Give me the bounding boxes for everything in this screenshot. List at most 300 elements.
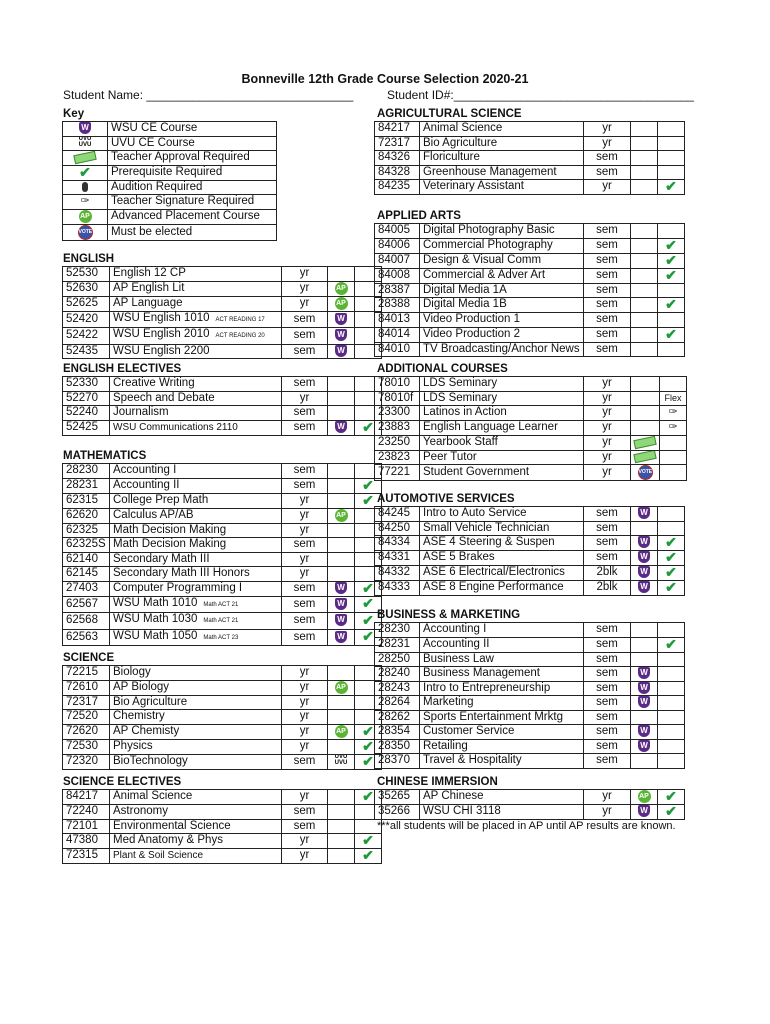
course-length: sem — [584, 623, 631, 638]
course-row[interactable] — [375, 536, 685, 551]
course-name: Bio Agriculture — [113, 695, 188, 708]
course-code: 35265 — [375, 790, 420, 805]
course-row[interactable] — [63, 567, 382, 582]
course-row[interactable] — [63, 391, 382, 406]
course-code: 84333 — [375, 581, 420, 596]
course-code: 84328 — [375, 165, 420, 180]
checkmark-icon: ✔ — [665, 238, 677, 253]
course-name: Video Production 1 — [423, 313, 520, 326]
course-row[interactable] — [63, 478, 382, 493]
approval-slip-icon — [633, 436, 656, 449]
course-length: yr — [282, 710, 328, 725]
course-name: Intro to Auto Service — [423, 507, 527, 520]
course-code: 52270 — [63, 391, 110, 406]
course-name: AP English Lit — [113, 281, 185, 294]
course-name: English Language Learner — [423, 421, 558, 434]
page-title: Bonneville 12th Grade Course Selection 2020-21 — [241, 72, 529, 86]
approval-slip-icon — [633, 450, 656, 463]
course-length: sem — [584, 253, 631, 268]
course-row[interactable] — [63, 493, 382, 508]
course-length: sem — [282, 311, 328, 328]
course-name: Business Law — [423, 652, 494, 665]
course-code: 28231 — [375, 637, 420, 652]
course-code: 52630 — [63, 281, 110, 296]
course-name: Marketing — [423, 696, 474, 709]
course-name: Math Decision Making — [113, 538, 227, 551]
course-row[interactable] — [375, 136, 685, 151]
course-length: yr — [584, 136, 631, 151]
approval-slip-icon — [73, 151, 96, 164]
course-name: LDS Seminary — [423, 391, 498, 404]
course-code: 72620 — [63, 724, 110, 739]
course-length: sem — [282, 613, 328, 630]
course-code: 28370 — [375, 754, 420, 769]
course-length: sem — [584, 696, 631, 711]
course-code: 72315 — [63, 849, 110, 864]
section-heading: BUSINESS & MARKETING — [377, 609, 521, 621]
course-code: 84007 — [375, 253, 420, 268]
course-code: 28354 — [375, 725, 420, 740]
course-row[interactable] — [375, 551, 685, 566]
course-row[interactable] — [375, 739, 685, 754]
course-row[interactable] — [375, 521, 685, 536]
course-length: yr — [282, 508, 328, 523]
course-name: Secondary Math III — [113, 552, 210, 565]
course-length: sem — [584, 268, 631, 283]
course-row[interactable] — [375, 465, 687, 481]
course-code: 84217 — [63, 790, 110, 805]
course-row[interactable] — [63, 790, 382, 805]
wsu-icon: W — [335, 631, 347, 643]
checkmark-icon: ✔ — [665, 804, 677, 820]
course-length: yr — [282, 849, 328, 864]
course-row[interactable] — [375, 377, 687, 392]
course-code: 23300 — [375, 406, 420, 421]
course-length: sem — [282, 805, 328, 820]
footnote: ***all students will be placed in AP until AP results are known. — [377, 820, 676, 832]
course-name: Floriculture — [423, 151, 480, 163]
course-row[interactable] — [375, 180, 685, 195]
vote-icon: VOTE — [638, 465, 653, 480]
wsu-icon: W — [335, 614, 347, 626]
course-row[interactable] — [63, 724, 382, 739]
course-length: sem — [584, 313, 631, 328]
course-name: College Prep Math — [113, 493, 209, 506]
course-name: Plant & Soil Science — [113, 850, 204, 862]
course-row[interactable] — [375, 754, 685, 769]
course-length: yr — [282, 680, 328, 695]
science-electives-table — [62, 789, 382, 864]
course-row[interactable] — [63, 406, 382, 421]
course-length: sem — [282, 478, 328, 493]
section-heading: AGRICULTURAL SCIENCE — [377, 108, 522, 120]
science-table — [62, 665, 382, 770]
course-name: Computer Programming I — [113, 581, 243, 594]
wsu-icon: W — [335, 421, 347, 433]
student-name-field[interactable]: Student Name: _______________________________ — [63, 88, 354, 102]
course-row[interactable] — [375, 298, 685, 313]
course-name: ASE 8 Engine Performance — [423, 581, 564, 594]
ap-icon: AP — [79, 210, 92, 223]
course-code: 84235 — [375, 180, 420, 195]
course-row[interactable] — [375, 253, 685, 268]
wsu-icon: W — [335, 598, 347, 610]
course-row[interactable] — [63, 464, 382, 479]
pen-icon: ✑ — [668, 406, 678, 418]
checkmark-icon: ✔ — [362, 493, 374, 508]
course-code: 62563 — [63, 629, 110, 646]
course-length: sem — [584, 551, 631, 566]
uvu-icon: UVU UVU — [78, 136, 92, 148]
course-row[interactable] — [375, 436, 687, 451]
course-row[interactable] — [63, 267, 382, 282]
course-row[interactable] — [375, 566, 685, 581]
checkmark-icon: ✔ — [362, 478, 374, 493]
course-row[interactable] — [375, 165, 685, 180]
course-length: sem — [282, 581, 328, 596]
course-name: Digital Photography Basic — [423, 224, 555, 236]
course-row[interactable] — [375, 342, 685, 357]
course-code: 72317 — [63, 695, 110, 710]
english-electives-table — [62, 376, 382, 436]
course-row[interactable] — [375, 391, 687, 406]
ap-icon: AP — [335, 282, 348, 295]
course-row[interactable] — [63, 311, 382, 328]
course-name: Environmental Science — [113, 819, 231, 832]
chinese-table — [374, 789, 685, 820]
course-row[interactable] — [375, 710, 685, 725]
course-row[interactable] — [63, 596, 382, 613]
course-row[interactable] — [375, 623, 685, 638]
course-length: sem — [584, 507, 631, 522]
course-code: 28262 — [375, 710, 420, 725]
course-name: Retailing — [423, 739, 468, 752]
course-length: yr — [282, 666, 328, 681]
course-length: yr — [282, 552, 328, 567]
section-heading: SCIENCE ELECTIVES — [63, 776, 182, 788]
course-code: 27403 — [63, 581, 110, 596]
course-row[interactable] — [375, 450, 687, 465]
checkmark-icon: ✔ — [362, 724, 374, 739]
checkmark-icon: ✔ — [362, 739, 374, 754]
section-heading: ENGLISH ELECTIVES — [63, 363, 182, 375]
section-heading: SCIENCE — [63, 652, 115, 664]
course-length: sem — [584, 165, 631, 180]
ap-icon: AP — [638, 790, 651, 803]
course-row[interactable] — [375, 805, 685, 820]
course-code: 62568 — [63, 613, 110, 630]
course-row[interactable] — [375, 696, 685, 711]
course-row[interactable] — [375, 151, 685, 166]
course-row[interactable] — [63, 629, 382, 646]
course-code: 72317 — [375, 136, 420, 151]
course-length: yr — [584, 377, 631, 392]
course-row[interactable] — [375, 421, 687, 436]
course-row[interactable] — [63, 377, 382, 392]
checkmark-icon: ✔ — [362, 754, 374, 769]
course-name: ASE 6 Electrical/Electronics — [423, 566, 565, 579]
course-row[interactable] — [375, 122, 685, 137]
course-row[interactable] — [63, 613, 382, 630]
course-row[interactable] — [375, 507, 685, 522]
course-code: 84013 — [375, 313, 420, 328]
course-code: 28231 — [63, 478, 110, 493]
course-name: Business Management — [423, 667, 540, 680]
course-name: Secondary Math III Honors — [113, 567, 250, 580]
course-row[interactable] — [63, 538, 382, 553]
course-length: sem — [282, 344, 328, 359]
course-row[interactable] — [63, 754, 382, 769]
course-code: 72520 — [63, 710, 110, 725]
course-row[interactable] — [63, 680, 382, 695]
pen-icon: ✑ — [80, 195, 90, 208]
course-length: yr — [282, 493, 328, 508]
course-length: sem — [584, 681, 631, 696]
course-length: yr — [282, 523, 328, 538]
course-code: 28240 — [375, 667, 420, 682]
mathematics-table — [62, 463, 382, 646]
course-row[interactable] — [375, 681, 685, 696]
course-row[interactable] — [375, 637, 685, 652]
course-row[interactable] — [63, 805, 382, 820]
course-row[interactable] — [63, 344, 382, 359]
course-code: 52435 — [63, 344, 110, 359]
course-row[interactable] — [375, 652, 685, 667]
course-code: 84217 — [375, 122, 420, 137]
course-name: Digital Media 1B — [423, 298, 507, 311]
course-row[interactable] — [375, 283, 685, 298]
course-code: 28230 — [375, 623, 420, 638]
course-length: 2blk — [584, 566, 631, 581]
checkmark-icon: ✔ — [362, 581, 374, 596]
course-name: Calculus AP/AB — [113, 508, 194, 521]
course-length: sem — [282, 629, 328, 646]
course-length: 2blk — [584, 581, 631, 596]
course-row[interactable] — [63, 523, 382, 538]
course-name: Latinos in Action — [423, 406, 507, 419]
course-name: Math Decision Making — [113, 523, 227, 536]
course-length: sem — [584, 754, 631, 769]
course-length: sem — [584, 238, 631, 253]
course-row[interactable] — [375, 327, 685, 342]
wsu-icon: W — [79, 122, 91, 134]
course-length: yr — [584, 805, 631, 820]
course-length: yr — [584, 421, 631, 436]
course-row[interactable] — [63, 552, 382, 567]
wsu-icon: W — [335, 582, 347, 594]
course-code: 62620 — [63, 508, 110, 523]
course-code: 28388 — [375, 298, 420, 313]
course-length: yr — [282, 724, 328, 739]
course-row[interactable] — [375, 725, 685, 740]
key-row — [63, 151, 277, 166]
wsu-icon: W — [638, 536, 650, 548]
course-code: 72215 — [63, 666, 110, 681]
course-row[interactable] — [63, 296, 382, 311]
key-row — [63, 195, 277, 210]
course-length: sem — [584, 667, 631, 682]
course-row[interactable] — [63, 739, 382, 754]
checkmark-icon: ✔ — [362, 596, 374, 612]
course-length: sem — [282, 819, 328, 834]
checkmark-icon: ✔ — [362, 420, 374, 435]
course-row[interactable] — [63, 834, 382, 849]
course-name: AP Language — [113, 296, 183, 309]
course-code: 78010 — [375, 377, 420, 392]
course-code: 72530 — [63, 739, 110, 754]
course-name: Med Anatomy & Phys — [113, 834, 223, 847]
course-name: WSU Communications 2110 — [113, 421, 238, 433]
course-row[interactable] — [375, 313, 685, 328]
checkmark-icon: ✔ — [79, 165, 91, 180]
course-name: Accounting II — [113, 478, 180, 491]
course-row[interactable] — [63, 666, 382, 681]
course-name: Physics — [113, 739, 153, 752]
course-row[interactable] — [63, 420, 382, 435]
course-row[interactable] — [63, 328, 382, 345]
ap-icon: AP — [335, 681, 348, 694]
key-row — [63, 210, 277, 225]
course-row[interactable] — [375, 581, 685, 596]
course-code: 23883 — [375, 421, 420, 436]
course-code: 28264 — [375, 696, 420, 711]
course-code: 84326 — [375, 151, 420, 166]
course-name: WSU CHI 3118 — [423, 805, 501, 818]
course-name: Design & Visual Comm — [423, 253, 542, 266]
checkmark-icon: ✔ — [665, 253, 677, 268]
course-name: AP Chinese — [423, 790, 484, 803]
wsu-icon: W — [638, 551, 650, 563]
course-length: yr — [584, 391, 631, 406]
checkmark-icon: ✔ — [362, 612, 374, 628]
section-heading: AUTOMOTIVE SERVICES — [377, 493, 515, 505]
course-code: 62140 — [63, 552, 110, 567]
wsu-icon: W — [638, 507, 650, 519]
course-row[interactable] — [375, 224, 685, 239]
course-name: Intro to Entrepreneurship — [423, 681, 551, 694]
course-code: 35266 — [375, 805, 420, 820]
course-row[interactable] — [63, 508, 382, 523]
course-code: 47380 — [63, 834, 110, 849]
course-row[interactable] — [63, 581, 382, 596]
checkmark-icon: ✔ — [665, 535, 677, 551]
course-row[interactable] — [375, 406, 687, 421]
key-label: Teacher Signature Required — [108, 195, 277, 210]
checkmark-icon: ✔ — [665, 550, 677, 566]
course-name: Commercial Photography — [423, 238, 553, 251]
key-row — [63, 225, 277, 241]
course-code: 72320 — [63, 754, 110, 769]
flex-label: Flex — [664, 392, 682, 403]
course-code: 62567 — [63, 596, 110, 613]
microphone-icon — [82, 182, 88, 192]
course-length: sem — [584, 342, 631, 357]
course-length: sem — [282, 754, 328, 769]
course-length: yr — [584, 790, 631, 805]
course-length: sem — [282, 328, 328, 345]
checkmark-icon: ✔ — [362, 789, 374, 804]
course-code: 84245 — [375, 507, 420, 522]
course-row[interactable] — [375, 268, 685, 283]
course-code: 84008 — [375, 268, 420, 283]
course-row[interactable] — [63, 849, 382, 864]
course-code: 52425 — [63, 420, 110, 435]
course-name: WSU English 2010 — [113, 328, 210, 341]
course-name: Accounting II — [423, 637, 490, 650]
agricultural-table — [374, 121, 685, 195]
course-code: 84014 — [375, 327, 420, 342]
course-name: English 12 CP — [113, 267, 186, 279]
course-code: 28243 — [375, 681, 420, 696]
key-label: Teacher Approval Required — [108, 151, 277, 166]
wsu-icon: W — [335, 329, 347, 341]
course-length: sem — [282, 596, 328, 613]
course-length: sem — [584, 739, 631, 754]
course-name: Commercial & Adver Art — [423, 268, 546, 281]
course-code: 72610 — [63, 680, 110, 695]
wsu-icon: W — [638, 740, 650, 752]
course-code: 28230 — [63, 464, 110, 479]
key-label: WSU CE Course — [108, 122, 277, 137]
checkmark-icon: ✔ — [665, 580, 677, 596]
key-row — [63, 180, 277, 195]
course-length: sem — [584, 298, 631, 313]
course-name: ASE 5 Brakes — [423, 551, 495, 564]
course-row[interactable] — [63, 710, 382, 725]
section-heading: MATHEMATICS — [63, 450, 147, 462]
course-code: 72101 — [63, 819, 110, 834]
wsu-icon: W — [638, 805, 650, 817]
course-name: Bio Agriculture — [423, 136, 498, 149]
checkmark-icon: ✔ — [665, 179, 677, 194]
course-row[interactable] — [63, 281, 382, 296]
section-heading: APPLIED ARTS — [377, 210, 461, 222]
course-name: Video Production 2 — [423, 327, 520, 340]
course-code: 52420 — [63, 311, 110, 328]
course-row[interactable] — [375, 238, 685, 253]
automotive-table — [374, 506, 685, 596]
section-heading: CHINESE IMMERSION — [377, 776, 498, 788]
student-id-field[interactable]: Student ID#:____________________________________ — [387, 88, 694, 102]
course-name: Travel & Hospitality — [423, 754, 522, 767]
course-name: WSU Math 1050 — [113, 629, 198, 642]
key-label: Audition Required — [108, 180, 277, 195]
course-name: Biology — [113, 666, 151, 678]
course-code: 72240 — [63, 805, 110, 820]
course-row[interactable] — [375, 667, 685, 682]
course-length: sem — [282, 406, 328, 421]
checkmark-icon: ✔ — [362, 848, 374, 864]
course-code: 28387 — [375, 283, 420, 298]
key-heading: Key — [63, 108, 85, 120]
course-row[interactable] — [63, 695, 382, 710]
course-length: yr — [282, 296, 328, 311]
course-length: yr — [584, 436, 631, 451]
course-length: yr — [282, 790, 328, 805]
wsu-icon: W — [638, 696, 650, 708]
course-length: yr — [584, 465, 631, 481]
course-code: 78010f — [375, 391, 420, 406]
wsu-icon: W — [335, 345, 347, 357]
additional-courses-table — [374, 376, 687, 481]
course-length: sem — [584, 725, 631, 740]
course-row[interactable] — [375, 790, 685, 805]
course-row[interactable] — [63, 819, 382, 834]
section-heading: ADDITIONAL COURSES — [377, 363, 508, 375]
section-heading: ENGLISH — [63, 253, 115, 265]
course-length: yr — [584, 450, 631, 465]
checkmark-icon: ✔ — [665, 327, 677, 342]
